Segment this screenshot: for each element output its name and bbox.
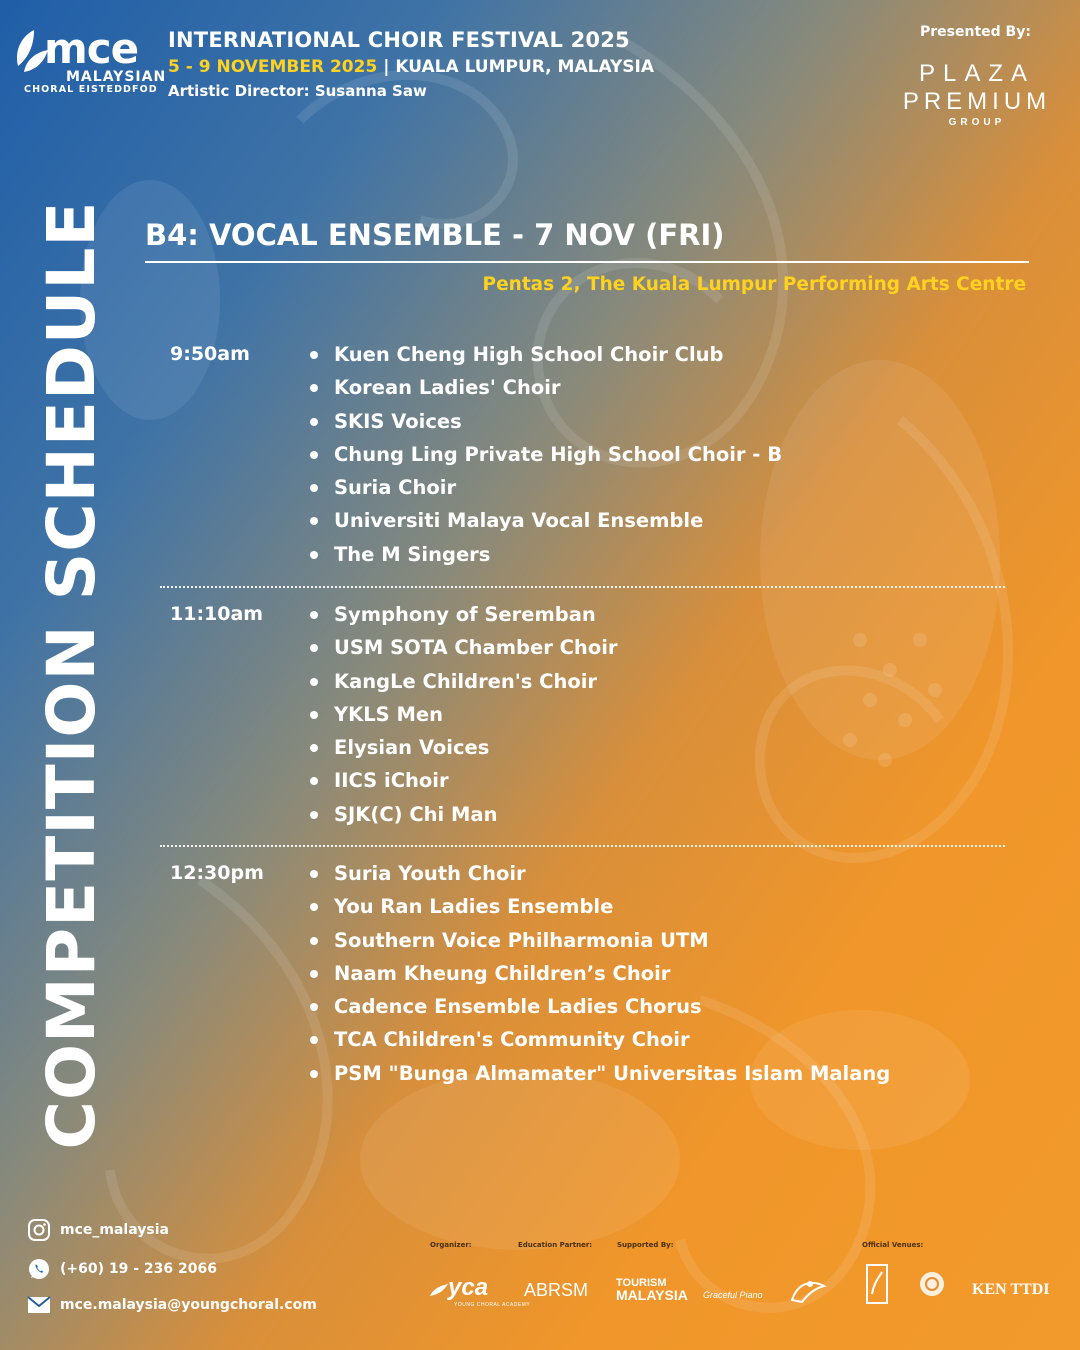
logo-line1: MALAYSIAN [66, 69, 167, 85]
artistic-director: Artistic Director: Susanna Saw [168, 82, 427, 100]
list-item: Universiti Malaya Vocal Ensemble [310, 504, 782, 537]
list-item: Southern Voice Philharmonia UTM [310, 924, 890, 957]
section-title: B4: VOCAL ENSEMBLE - 7 NOV (FRI) [145, 218, 725, 252]
list-item: Elysian Voices [310, 731, 618, 764]
ken-ttdi-logo: KEN TTDI [972, 1281, 1050, 1298]
instagram-icon [26, 1217, 52, 1243]
phone-number: (+60) 19 - 236 2066 [60, 1261, 217, 1277]
supported-by-label: Supported By: [617, 1241, 674, 1249]
slot-divider [160, 586, 1005, 588]
tourism-malaysia-logo [616, 1277, 688, 1301]
plaza-premium-logo [892, 60, 1062, 130]
yca-text: yca [448, 1274, 489, 1301]
list-item: Chung Ling Private High School Choir - B [310, 438, 782, 471]
list-item: SJK(C) Chi Man [310, 798, 618, 831]
graceful-piano-logo: Graceful Piano [703, 1290, 763, 1300]
bird-icon [428, 1280, 450, 1302]
competition-schedule-title: COMPETITION SCHEDULE [33, 200, 110, 1150]
list-item: Symphony of Seremban [310, 598, 618, 631]
separator: | [383, 57, 390, 77]
plaza-line1: PLAZA [918, 60, 1036, 87]
plaza-line2: PREMIUM [902, 88, 1052, 115]
list-item: You Ran Ladies Ensemble [310, 890, 890, 923]
choir-list [310, 857, 890, 1090]
phone-contact[interactable] [26, 1256, 217, 1282]
list-item: IICS iChoir [310, 764, 618, 797]
choir-list [310, 338, 782, 571]
festival-dates: 5 - 9 NOVEMBER 2025 [168, 57, 378, 77]
slot-time: 12:30pm [170, 862, 264, 884]
tourism-line2: MALAYSIA [616, 1287, 688, 1303]
partner-emblem-icon [788, 1276, 828, 1306]
list-item: Kuen Cheng High School Choir Club [310, 338, 782, 371]
presented-by-label: Presented By: [920, 24, 1031, 40]
list-item: PSM "Bunga Almamater" Universitas Islam Malang [310, 1057, 890, 1090]
tourism-line1: TOURISM [616, 1277, 667, 1289]
whatsapp-icon [26, 1256, 52, 1282]
choir-list [310, 598, 618, 831]
list-item: YKLS Men [310, 698, 618, 731]
list-item: Cadence Ensemble Ladies Chorus [310, 990, 890, 1023]
instagram-contact[interactable] [26, 1217, 169, 1243]
organizer-label: Organizer: [430, 1241, 472, 1249]
list-item: Korean Ladies' Choir [310, 371, 782, 404]
festival-title: INTERNATIONAL CHOIR FESTIVAL 2025 [168, 28, 630, 52]
logo-line2: CHORAL EISTEDDFOD [24, 84, 158, 95]
education-partner-label: Education Partner: [518, 1241, 593, 1249]
email-address: mce.malaysia@youngchoral.com [60, 1297, 317, 1313]
venue: Pentas 2, The Kuala Lumpur Performing Arts Centre [482, 274, 1026, 295]
mail-icon [26, 1292, 52, 1318]
slot-divider [160, 845, 1005, 847]
logo-mark: mce [44, 24, 139, 73]
list-item: The M Singers [310, 538, 782, 571]
plaza-line3: GROUP [948, 117, 1006, 128]
festival-location: KUALA LUMPUR, MALAYSIA [395, 57, 655, 77]
section-rule [145, 261, 1029, 263]
festival-date-location [168, 57, 654, 77]
mce-logo [10, 20, 167, 100]
slot-time: 11:10am [170, 603, 264, 625]
list-item: Naam Kheung Children’s Choir [310, 957, 890, 990]
list-item: Suria Youth Choir [310, 857, 890, 890]
list-item: USM SOTA Chamber Choir [310, 631, 618, 664]
list-item: KangLe Children's Choir [310, 665, 618, 698]
venue-crest-icon [866, 1264, 888, 1304]
slot-time: 9:50am [170, 343, 250, 365]
venue-medallion-icon [918, 1270, 946, 1298]
list-item: TCA Children's Community Choir [310, 1023, 890, 1056]
abrsm-logo: ABRSM [524, 1280, 589, 1300]
list-item: Suria Choir [310, 471, 782, 504]
yca-subtext: YOUNG CHORAL ACADEMY [454, 1302, 531, 1308]
list-item: SKIS Voices [310, 405, 782, 438]
official-venues-label: Official Venues: [862, 1241, 924, 1249]
email-contact[interactable] [26, 1292, 317, 1318]
instagram-handle: mce_malaysia [60, 1222, 169, 1238]
